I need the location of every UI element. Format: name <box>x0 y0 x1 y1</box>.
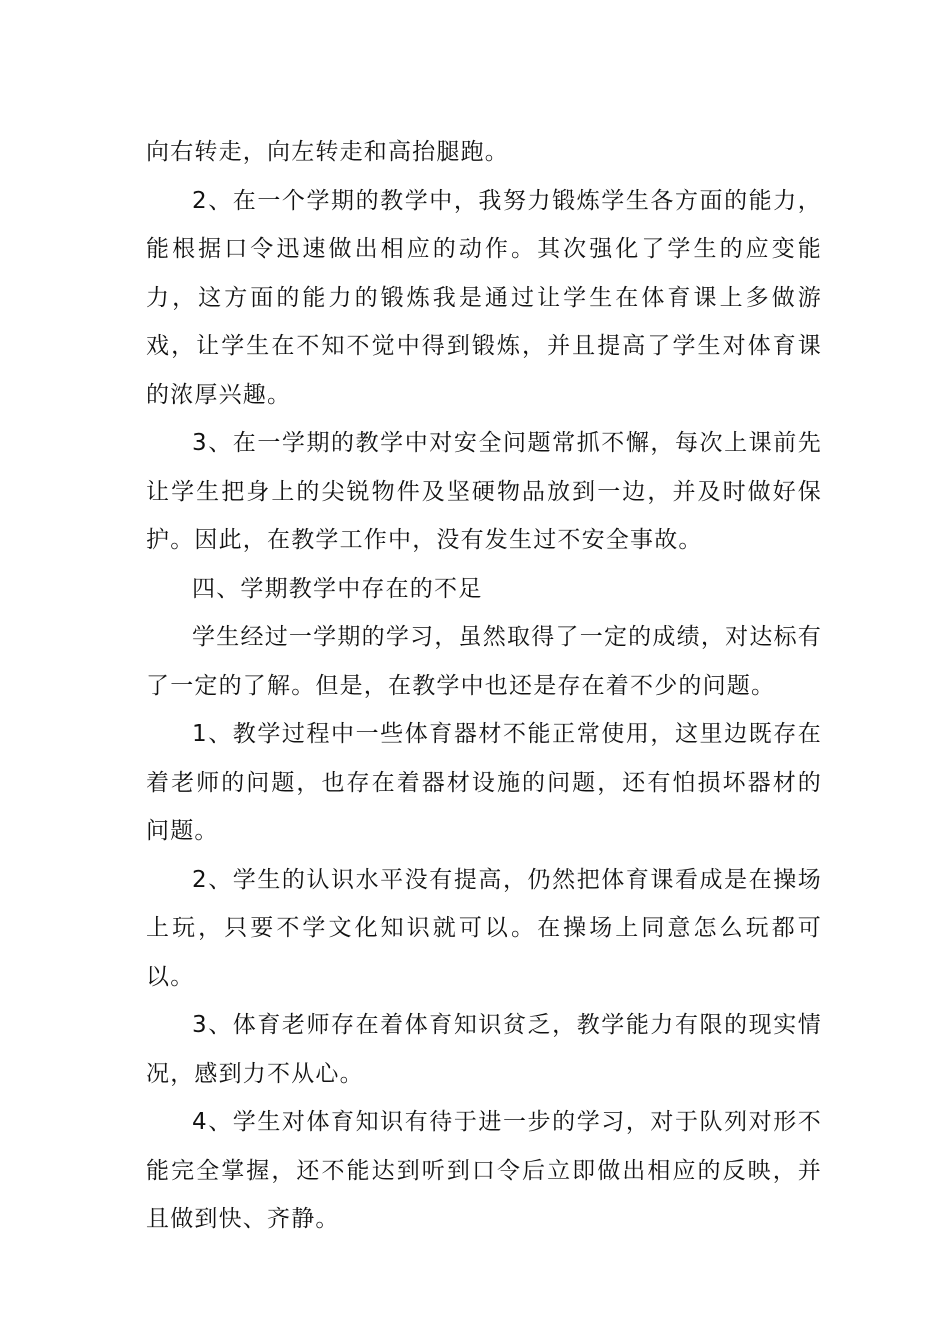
paragraph-8: 3、体育老师存在着体育知识贫乏，教学能力有限的现实情况，感到力不从心。 <box>146 1012 822 1087</box>
paragraph-2: 2、在一个学期的教学中，我努力锻炼学生各方面的能力，能根据口令迅速做出相应的动作。其次强化了学生的应变能力，这方面的能力的锻炼我是通过让学生在体育课上多做游戏，让学生在不知不觉中得到锻炼，并且提高了学生对体育课的浓厚兴趣。 <box>146 187 822 408</box>
paragraph-7: 2、学生的认识水平没有提高，仍然把体育课看成是在操场上玩，只要不学文化知识就可以。在操场上同意怎么玩都可以。 <box>146 866 822 990</box>
paragraph-5: 学生经过一学期的学习，虽然取得了一定的成绩，对达标有了一定的了解。但是，在教学中也还是存在着不少的问题。 <box>146 624 822 699</box>
document-body <box>146 128 822 1244</box>
paragraph-1: 向右转走，向左转走和高抬腿跑。 <box>146 139 509 165</box>
paragraph-6: 1、教学过程中一些体育器材不能正常使用，这里边既存在着老师的问题，也存在着器材设施的问题，还有怕损坏器材的问题。 <box>146 721 822 844</box>
paragraph-3: 3、在一学期的教学中对安全问题常抓不懈，每次上课前先让学生把身上的尖锐物件及坚硬物品放到一边，并及时做好保护。因此，在教学工作中，没有发生过不安全事故。 <box>146 430 822 553</box>
section-heading: 四、学期教学中存在的不足 <box>192 575 483 602</box>
paragraph-9: 4、学生对体育知识有待于进一步的学习，对于队列对形不能完全掌握，还不能达到听到口令后立即做出相应的反映，并且做到快、齐静。 <box>146 1109 822 1232</box>
